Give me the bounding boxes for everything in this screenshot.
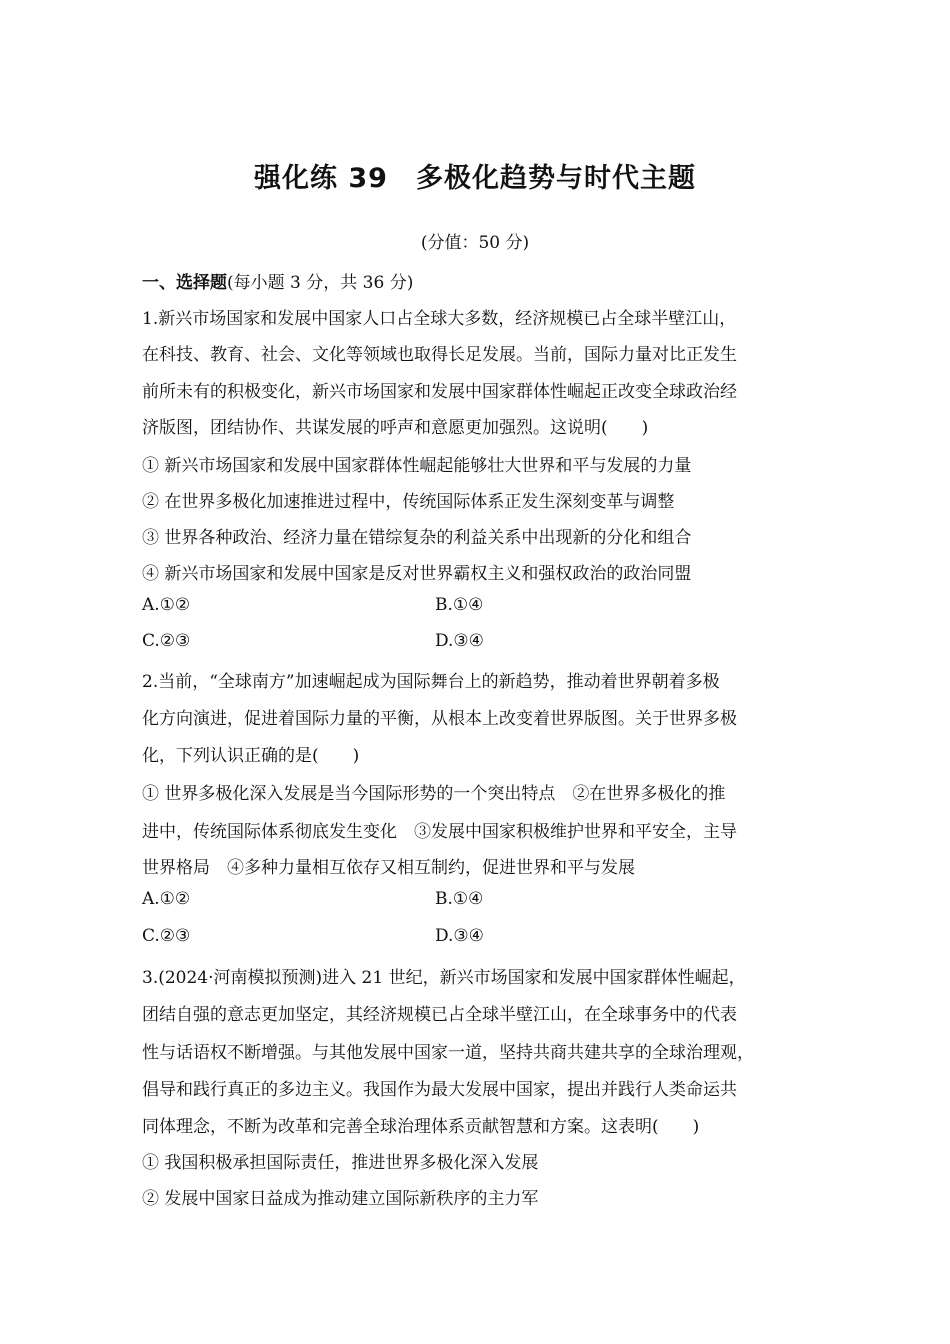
q2-item-line: 世界格局 ④多种力量相互依存又相互制约，促进世界和平与发展 <box>142 858 635 878</box>
q3-stem-line: 倡导和践行真正的多边主义。我国作为最大发展中国家，提出并践行人类命运共 <box>142 1080 737 1100</box>
q2-item-line: ① 世界多极化深入发展是当今国际形势的一个突出特点 ②在世界多极化的推 <box>142 784 726 804</box>
q1-stem-line: 济版图，团结协作、共谋发展的呼声和意愿更加强烈。这说明( ) <box>142 418 649 438</box>
q2-option-c: C.②③ <box>142 926 191 946</box>
q1-stem-line: 1.新兴市场国家和发展中国家人口占全球大多数，经济规模已占全球半壁江山， <box>142 309 737 329</box>
q1-item: ① 新兴市场国家和发展中国家群体性崛起能够壮大世界和平与发展的力量 <box>142 456 692 476</box>
q2-option-a: A.①② <box>142 889 191 909</box>
q3-stem-line: 性与话语权不断增强。与其他发展中国家一道，坚持共商共建共享的全球治理观， <box>142 1043 754 1063</box>
page-title: 强化练 39 多极化趋势与时代主题 <box>254 163 696 194</box>
q3-stem-line: 团结自强的意志更加坚定，其经济规模已占全球半壁江山，在全球事务中的代表 <box>142 1005 737 1025</box>
q1-option-d: D.③④ <box>435 631 484 651</box>
q3-stem-line: 3.(2024·河南模拟预测)进入 21 世纪，新兴市场国家和发展中国家群体性崛起， <box>142 968 746 988</box>
q2-item-line: 进中，传统国际体系彻底发生变化 ③发展中国家积极维护世界和平安全，主导 <box>142 822 737 842</box>
section-heading <box>142 268 413 293</box>
q2-stem-line: 2.当前，“全球南方”加速崛起成为国际舞台上的新趋势，推动着世界朝着多极 <box>142 672 720 692</box>
q2-option-d: D.③④ <box>435 926 484 946</box>
q2-stem-line: 化方向演进，促进着国际力量的平衡，从根本上改变着世界版图。关于世界多极 <box>142 709 737 729</box>
q1-option-b: B.①④ <box>435 595 484 615</box>
q2-stem-line: 化，下列认识正确的是( ) <box>142 746 360 766</box>
q1-item: ③ 世界各种政治、经济力量在错综复杂的利益关系中出现新的分化和组合 <box>142 528 692 548</box>
q1-item: ② 在世界多极化加速推进过程中，传统国际体系正发生深刻变革与调整 <box>142 492 675 512</box>
q2-option-b: B.①④ <box>435 889 484 909</box>
q3-item: ① 我国积极承担国际责任，推进世界多极化深入发展 <box>142 1153 539 1173</box>
q1-option-c: C.②③ <box>142 631 191 651</box>
q1-stem-line: 前所未有的积极变化，新兴市场国家和发展中国家群体性崛起正改变全球政治经 <box>142 382 737 402</box>
score-note: (分值：50 分) <box>420 233 530 253</box>
q3-item: ② 发展中国家日益成为推动建立国际新秩序的主力军 <box>142 1189 539 1209</box>
q1-item: ④ 新兴市场国家和发展中国家是反对世界霸权主义和强权政治的政治同盟 <box>142 564 692 584</box>
q1-stem-line: 在科技、教育、社会、文化等领域也取得长足发展。当前，国际力量对比正发生 <box>142 345 737 365</box>
section-title: 一、选择题 <box>142 273 227 293</box>
section-note: (每小题 3 分，共 36 分) <box>227 273 414 293</box>
q1-option-a: A.①② <box>142 595 191 615</box>
q3-stem-line: 同体理念，不断为改革和完善全球治理体系贡献智慧和方案。这表明( ) <box>142 1117 700 1137</box>
